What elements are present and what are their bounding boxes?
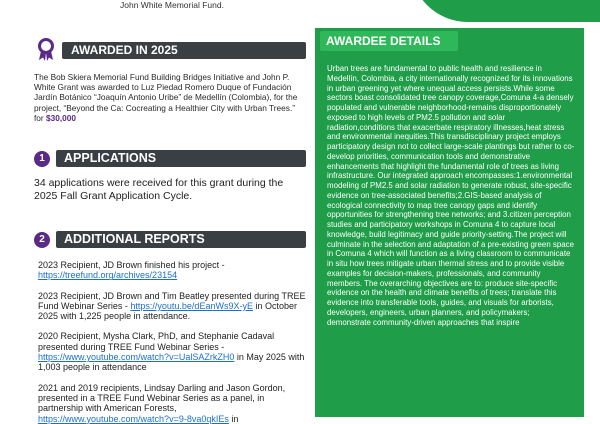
section-number-badge: 1 <box>34 151 50 167</box>
awarded-section <box>34 38 306 123</box>
report-link[interactable]: https://youtu.be/dEanWs9X-yE <box>130 300 253 311</box>
report-link[interactable]: https://treefund.org/archives/23154 <box>38 270 178 281</box>
applications-section <box>34 150 306 203</box>
corner-decoration <box>410 0 600 22</box>
report-link[interactable]: https://www.youtube.com/watch?v=UalSAZrkZH0 <box>38 352 235 363</box>
section-number-badge: 2 <box>34 232 50 248</box>
awardee-details-panel <box>315 28 584 417</box>
additional-reports-title: ADDITIONAL REPORTS <box>56 231 306 248</box>
applications-text: 34 applications were received for this grant during the 2025 Fall Grant Application Cycle. <box>34 177 284 202</box>
report-link[interactable]: https://www.youtube.com/watch?v=9-8va0qkIEs <box>38 413 229 424</box>
awardee-details-title: AWARDEE DETAILS <box>320 31 458 51</box>
applications-title: APPLICATIONS <box>56 150 306 167</box>
award-amount: $30,000 <box>46 112 76 123</box>
report-item: 2023 Recipient, JD Brown finished his project - https://treefund.org/archives/23154 <box>38 260 225 281</box>
header-fragment: John White Memorial Fund. <box>120 0 224 10</box>
report-item: 2023 Recipient, JD Brown and Tim Beatley presented during TREE Fund Webinar Series - https://youtu.be/dEanWs9X-yE in October 2025 with 1,225 people in attendance. <box>38 290 306 322</box>
additional-reports-section <box>34 231 306 424</box>
awardee-details-text: Urban trees are fundamental to public health and resilience in Medellín, Colombia, a city internationally recognized for its innovations in urban greening yet where unequal access persists.While some sectors boast consolidated tree canopy coverage,Comuna 4-a densely populated and vulnerable neighborhood-remains disproportionately exposed to high levels of PM2.5 pollution and solar radiation,conditions that exacerbate respiratory illnesses,heat stress and environmental inequities.This transdisciplinary project employs participatory design not to collect large-scale plantings but rather to co-develop priorities, communication tools and demonstrative enhancements that highlight the fundamental role of trees as living infrastructure. Our integrated approach encompasses:1.environmental modeling of PM2.5 and solar radiation to generate robust, site-specific evidence on tree-associated benefits;2.GIS-based analysis of ecological connectivity to map tree canopy gaps and identify opportunities for strengthening tree networks; and 3.citizen perception studies and participatory workshops in Comuna 4 to capture local knowledge, build legitimacy and guide priority-setting.The project will culminate in the selection and adaptation of a pre-existing green space in Comuna 4 which will function as a living classroom to communicate in situ how trees mitigate urban thermal stress and to provide visible examples for decision-makers, professionals, and community members. The overarching objectives are to: produce site-specific evidence on the health and climate benefits of trees; translate this evidence into transferable tools, guides, and visuals for arborists, developers, engineers, urban planners, and policymakers; demonstrate community-driven approaches that inspire <box>327 64 575 327</box>
award-description: The Bob Skiera Memorial Fund Building Bridges Initiative and John P. White Grant was awarded to Luz Piedad Romero Duque of Fundación Jardín Botánico “Joaquín Antonio Uribe” de Medellín (Colombia), for the project, “Beyond the Ca: Cocreating a Healthier City with Urban Trees.” for $30,000 <box>34 72 298 123</box>
report-item: 2020 Recipient, Mysha Clark, PhD, and Stephanie Cadaval presented during TREE Fund Webinar Series - https://www.youtube.com/watch?v=UalSAZrkZH0 in May 2025 with 1,003 people in attendance <box>38 331 305 373</box>
report-item: 2021 and 2019 recipients, Lindsay Darling and Jason Gordon, presented in a TREE Fund Webinar Series as a panel, in partnership with American Forests, https://www.youtube.com/watch?v=9-8va0qkIEs in <box>38 382 286 424</box>
award-ribbon-icon <box>36 38 56 62</box>
awarded-title: AWARDED IN 2025 <box>62 42 306 59</box>
